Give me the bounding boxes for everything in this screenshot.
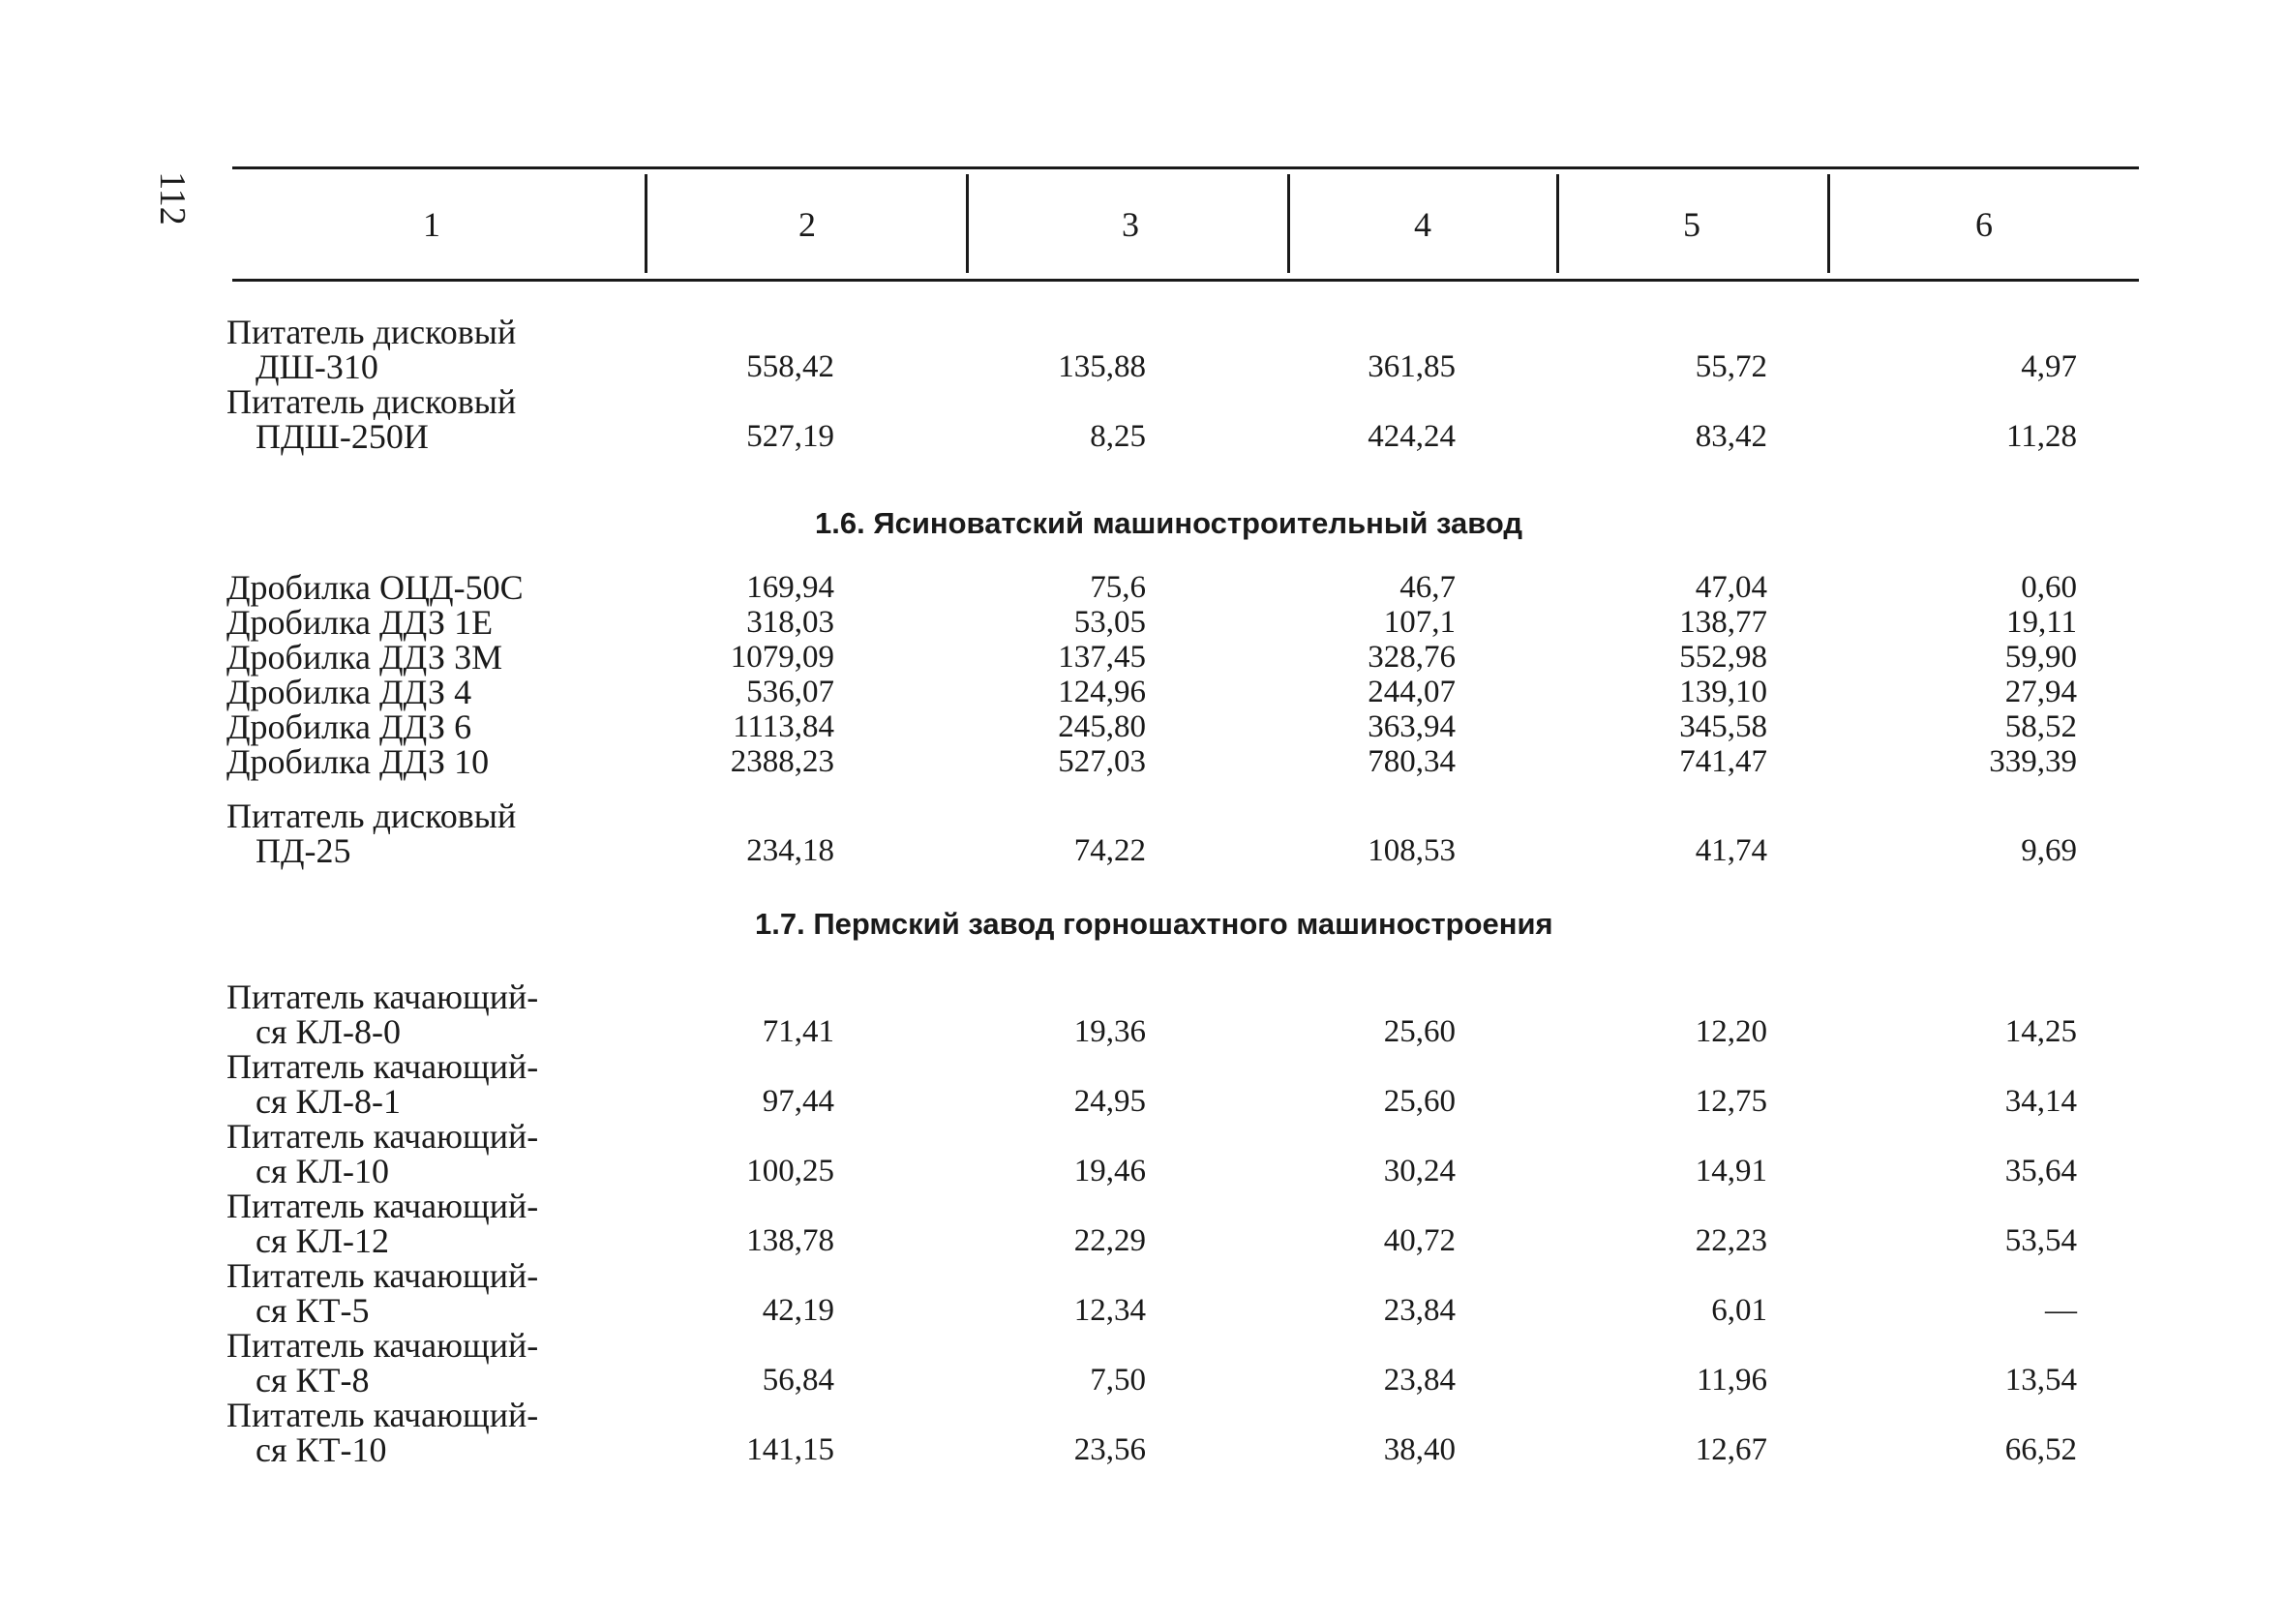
cell-value-col6: — [2045, 1293, 2077, 1328]
section-title: 1.7. Пермский завод горношахтного машиностроения [755, 907, 1553, 941]
cell-value-col3: 19,36 [1073, 1014, 1146, 1049]
cell-value-col4: 25,60 [1383, 1014, 1456, 1049]
row-label-line: Дробилка ДДЗ 1Е [226, 603, 494, 642]
row-label-line: ся КЛ-8-1 [256, 1082, 401, 1121]
cell-value-col6: 339,39 [1989, 744, 2077, 779]
cell-value-col6: 0,60 [2021, 570, 2077, 605]
cell-value-col6: 13,54 [2004, 1363, 2077, 1398]
cell-value-col4: 25,60 [1383, 1084, 1456, 1119]
cell-value-col2: 169,94 [746, 570, 834, 605]
cell-value-col4: 424,24 [1368, 419, 1456, 454]
column-header-2: 2 [798, 205, 816, 244]
cell-value-col3: 24,95 [1073, 1084, 1146, 1119]
cell-value-col2: 2388,23 [730, 744, 834, 779]
cell-value-col2: 97,44 [762, 1084, 834, 1119]
cell-value-col4: 244,07 [1368, 675, 1456, 709]
row-label-line: ПД-25 [256, 831, 351, 870]
cell-value-col2: 318,03 [746, 605, 834, 640]
cell-value-col5: 11,96 [1696, 1363, 1767, 1398]
cell-value-col6: 35,64 [2004, 1154, 2077, 1188]
column-header-6: 6 [1975, 205, 1993, 244]
cell-value-col2: 56,84 [762, 1363, 834, 1398]
row-label [226, 798, 516, 868]
page-number: 112 [152, 171, 193, 226]
cell-value-col6: 58,52 [2004, 709, 2077, 744]
cell-value-col5: 12,67 [1695, 1432, 1767, 1467]
row-label-line: ся КЛ-8-0 [256, 1012, 401, 1051]
cell-value-col4: 780,34 [1368, 744, 1456, 779]
row-label [226, 1328, 538, 1398]
row-label [226, 744, 489, 779]
row-label [226, 1398, 538, 1467]
row-label-line: Дробилка ДДЗ 10 [226, 742, 490, 781]
row-label [226, 979, 538, 1049]
cell-value-col2: 141,15 [746, 1432, 834, 1467]
row-label [226, 570, 524, 605]
table-header-rule [232, 279, 2139, 282]
cell-value-col6: 27,94 [2004, 675, 2077, 709]
cell-value-col6: 59,90 [2004, 640, 2077, 675]
cell-value-col6: 66,52 [2004, 1432, 2077, 1467]
cell-value-col4: 23,84 [1383, 1293, 1456, 1328]
cell-value-col4: 361,85 [1368, 349, 1456, 384]
cell-value-col2: 234,18 [746, 833, 834, 868]
row-label [226, 1119, 538, 1188]
cell-value-col4: 328,76 [1368, 640, 1456, 675]
column-divider [966, 174, 969, 273]
row-label [226, 709, 471, 744]
cell-value-col2: 71,41 [762, 1014, 834, 1049]
cell-value-col2: 527,19 [746, 419, 834, 454]
cell-value-col6: 9,69 [2021, 833, 2077, 868]
row-label-line: Питатель качающий- [226, 1256, 539, 1295]
cell-value-col3: 527,03 [1058, 744, 1146, 779]
cell-value-col6: 19,11 [2005, 605, 2077, 640]
cell-value-col3: 135,88 [1058, 349, 1146, 384]
cell-value-col6: 4,97 [2021, 349, 2077, 384]
row-label-line: ся КТ-5 [256, 1291, 370, 1330]
row-label-line: Питатель дисковый [226, 382, 517, 421]
cell-value-col6: 11,28 [2005, 419, 2077, 454]
row-label-line: Питатель качающий- [226, 1047, 539, 1086]
row-label [226, 1188, 538, 1258]
cell-value-col5: 552,98 [1679, 640, 1767, 675]
cell-value-col5: 12,75 [1695, 1084, 1767, 1119]
row-label-line: Дробилка ОЦД-50С [226, 568, 524, 607]
cell-value-col3: 19,46 [1073, 1154, 1146, 1188]
cell-value-col3: 8,25 [1090, 419, 1146, 454]
cell-value-col3: 137,45 [1058, 640, 1146, 675]
cell-value-col5: 14,91 [1695, 1154, 1767, 1188]
cell-value-col2: 1079,09 [730, 640, 834, 675]
row-label [226, 1049, 538, 1119]
row-label-line: Питатель качающий- [226, 977, 539, 1016]
cell-value-col5: 139,10 [1679, 675, 1767, 709]
row-label-line: Питатель качающий- [226, 1187, 539, 1225]
column-divider [645, 174, 647, 273]
cell-value-col6: 53,54 [2004, 1223, 2077, 1258]
cell-value-col5: 741,47 [1679, 744, 1767, 779]
row-label-line: Питатель качающий- [226, 1326, 539, 1365]
cell-value-col4: 23,84 [1383, 1363, 1456, 1398]
column-divider [1287, 174, 1290, 273]
row-label-line: Дробилка ДДЗ 6 [226, 707, 472, 746]
row-label-line: Дробилка ДДЗ 4 [226, 673, 472, 711]
cell-value-col2: 42,19 [762, 1293, 834, 1328]
cell-value-col3: 23,56 [1073, 1432, 1146, 1467]
cell-value-col5: 12,20 [1695, 1014, 1767, 1049]
column-divider [1827, 174, 1830, 273]
cell-value-col4: 363,94 [1368, 709, 1456, 744]
cell-value-col5: 83,42 [1695, 419, 1767, 454]
cell-value-col6: 14,25 [2004, 1014, 2077, 1049]
cell-value-col5: 345,58 [1679, 709, 1767, 744]
row-label-line: ПДШ-250И [256, 417, 429, 456]
row-label-line: ся КЛ-10 [256, 1152, 389, 1190]
section-title: 1.6. Ясиноватский машиностроительный завод [815, 506, 1523, 540]
cell-value-col3: 74,22 [1073, 833, 1146, 868]
table-top-rule [232, 166, 2139, 169]
row-label-line: Питатель качающий- [226, 1117, 539, 1156]
row-label-line: Дробилка ДДЗ 3М [226, 638, 503, 677]
row-label [226, 315, 516, 384]
cell-value-col4: 108,53 [1368, 833, 1456, 868]
row-label-line: ся КТ-8 [256, 1361, 370, 1399]
row-label [226, 384, 516, 454]
cell-value-col2: 1113,84 [733, 709, 834, 744]
cell-value-col2: 138,78 [746, 1223, 834, 1258]
cell-value-col4: 30,24 [1383, 1154, 1456, 1188]
row-label [226, 640, 502, 675]
column-header-1: 1 [423, 205, 440, 244]
cell-value-col3: 124,96 [1058, 675, 1146, 709]
cell-value-col5: 22,23 [1695, 1223, 1767, 1258]
column-divider [1556, 174, 1559, 273]
cell-value-col2: 536,07 [746, 675, 834, 709]
cell-value-col5: 55,72 [1695, 349, 1767, 384]
cell-value-col2: 558,42 [746, 349, 834, 384]
row-label-line: Питатель дисковый [226, 797, 517, 835]
cell-value-col4: 107,1 [1383, 605, 1456, 640]
column-header-5: 5 [1683, 205, 1700, 244]
row-label-line: ся КЛ-12 [256, 1221, 389, 1260]
cell-value-col5: 6,01 [1711, 1293, 1767, 1328]
cell-value-col5: 47,04 [1695, 570, 1767, 605]
column-header-4: 4 [1414, 205, 1431, 244]
row-label-line: ся КТ-10 [256, 1430, 387, 1469]
cell-value-col2: 100,25 [746, 1154, 834, 1188]
cell-value-col3: 75,6 [1090, 570, 1146, 605]
row-label [226, 605, 493, 640]
cell-value-col4: 40,72 [1383, 1223, 1456, 1258]
cell-value-col5: 138,77 [1679, 605, 1767, 640]
cell-value-col3: 22,29 [1073, 1223, 1146, 1258]
cell-value-col3: 245,80 [1058, 709, 1146, 744]
row-label-line: Питатель качающий- [226, 1396, 539, 1434]
cell-value-col5: 41,74 [1695, 833, 1767, 868]
cell-value-col4: 38,40 [1383, 1432, 1456, 1467]
cell-value-col3: 12,34 [1073, 1293, 1146, 1328]
cell-value-col3: 7,50 [1090, 1363, 1146, 1398]
row-label [226, 1258, 538, 1328]
row-label [226, 675, 471, 709]
column-header-3: 3 [1122, 205, 1139, 244]
cell-value-col3: 53,05 [1073, 605, 1146, 640]
row-label-line: Питатель дисковый [226, 313, 517, 351]
cell-value-col6: 34,14 [2004, 1084, 2077, 1119]
cell-value-col4: 46,7 [1399, 570, 1456, 605]
row-label-line: ДШ-310 [256, 347, 378, 386]
